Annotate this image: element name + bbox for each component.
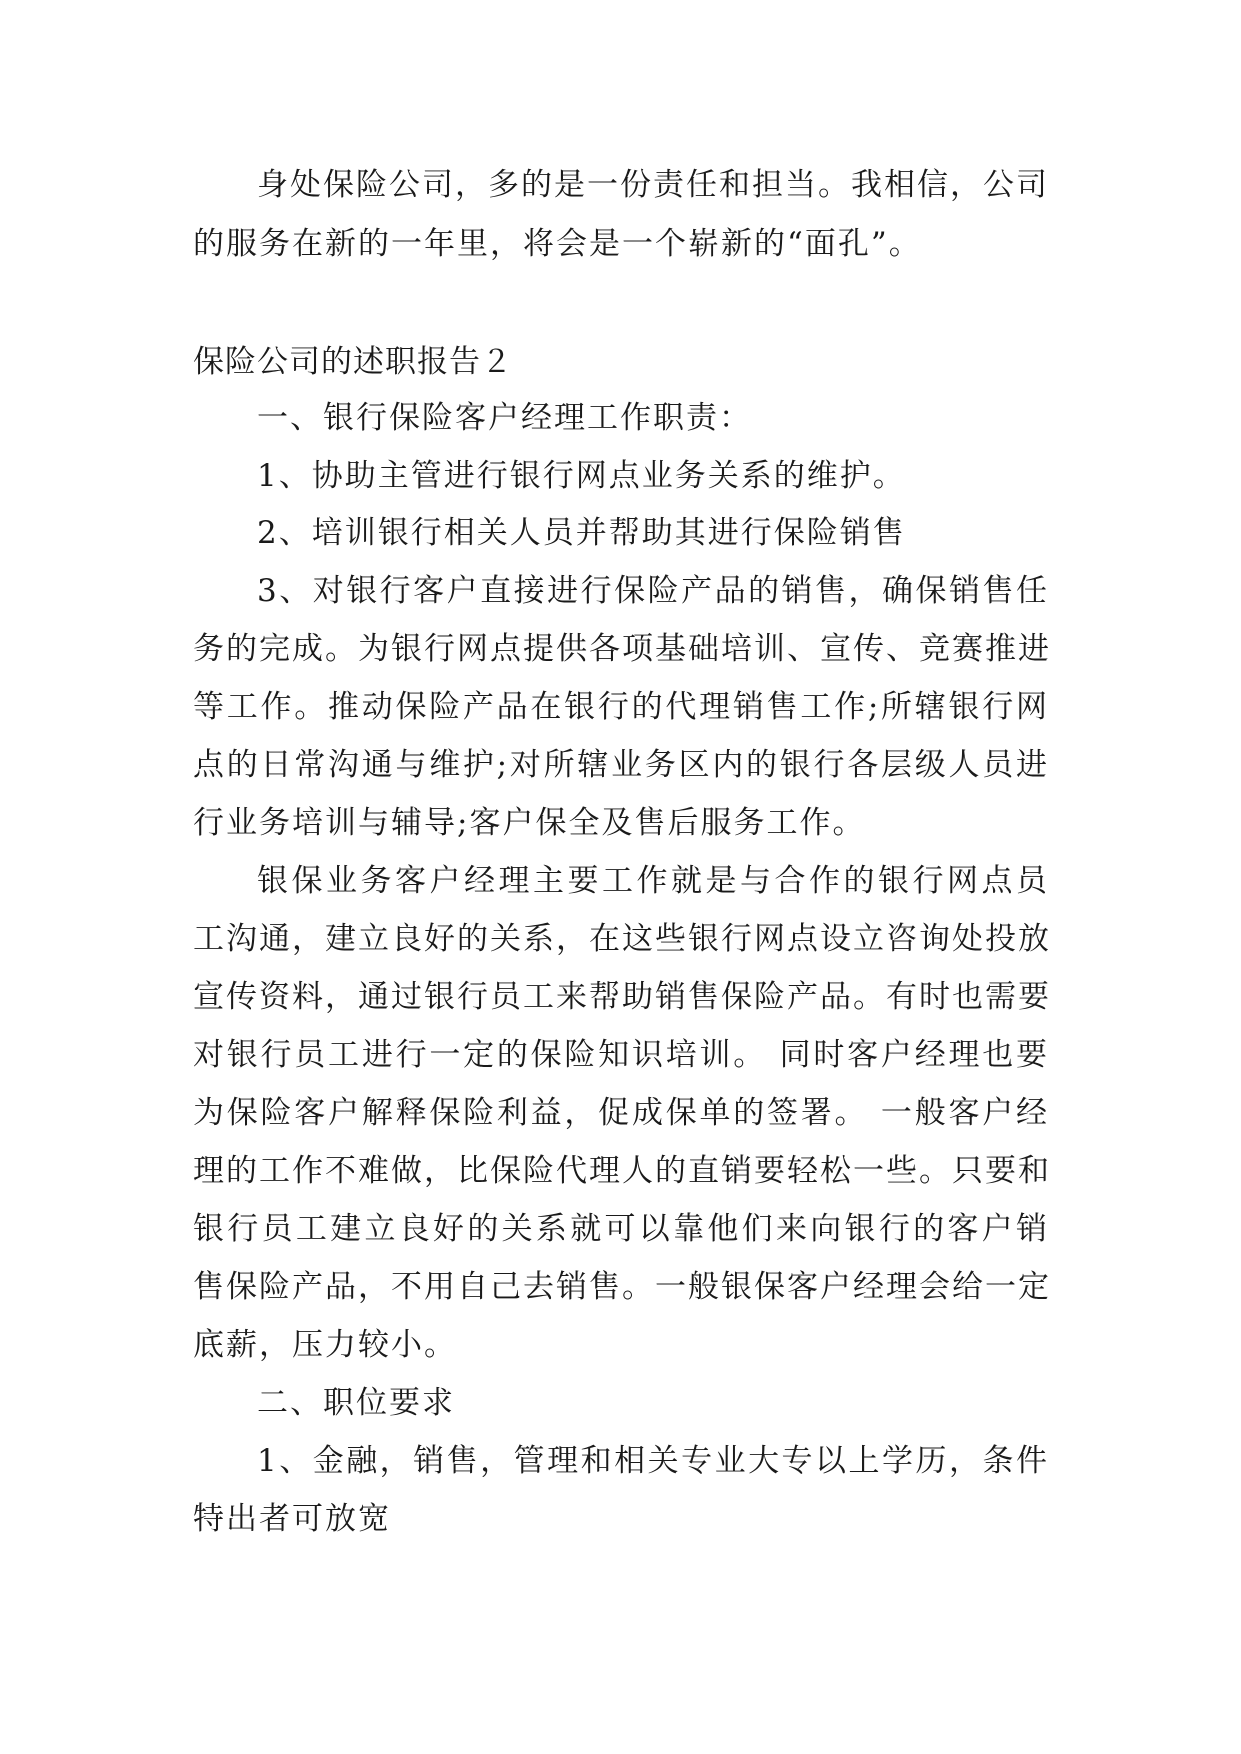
duty-item-3-line-1: 3、对银行客户直接进行保险产品的销售，确保销售任	[257, 573, 1049, 609]
part1-heading: 一、银行保险客户经理工作职责：	[257, 400, 752, 436]
paragraph-2-line-5: 为保险客户解释保险利益，促成保单的签署。 一般客户经	[193, 1095, 1049, 1131]
duty-item-3-line-5: 行业务培训与辅导;客户保全及售后服务工作。	[193, 805, 866, 841]
duty-item-3-line-3: 等工作。推动保险产品在银行的代理销售工作;所辖银行网	[193, 689, 1049, 725]
duty-item-3-line-4: 点的日常沟通与维护;对所辖业务区内的银行各层级人员进	[193, 747, 1049, 783]
part2-heading: 二、职位要求	[257, 1385, 455, 1421]
duty-item-2: 2、培训银行相关人员并帮助其进行保险销售	[257, 515, 906, 551]
requirement-1-line-2: 特出者可放宽	[193, 1501, 391, 1537]
paragraph-2-line-9: 底薪，压力较小。	[193, 1327, 457, 1363]
paragraph-1-line-1: 身处保险公司，多的是一份责任和担当。我相信，公司	[257, 167, 1049, 203]
requirement-1-line-1: 1、金融，销售，管理和相关专业大专以上学历，条件	[257, 1443, 1049, 1479]
duty-item-3-line-2: 务的完成。为银行网点提供各项基础培训、宣传、竞赛推进	[193, 631, 1051, 667]
paragraph-2-line-7: 银行员工建立良好的关系就可以靠他们来向银行的客户销	[193, 1211, 1049, 1247]
paragraph-2-line-6: 理的工作不难做，比保险代理人的直销要轻松一些。只要和	[193, 1153, 1051, 1189]
duty-item-1: 1、协助主管进行银行网点业务关系的维护。	[257, 458, 906, 494]
paragraph-2-line-3: 宣传资料，通过银行员工来帮助销售保险产品。有时也需要	[193, 979, 1051, 1015]
section-title: 保险公司的述职报告２	[193, 344, 513, 380]
paragraph-2-line-2: 工沟通，建立良好的关系，在这些银行网点设立咨询处投放	[193, 921, 1051, 957]
paragraph-1-line-2: 的服务在新的一年里，将会是一个崭新的“面孔”。	[193, 226, 922, 262]
paragraph-2-line-8: 售保险产品，不用自己去销售。一般银保客户经理会给一定	[193, 1269, 1051, 1305]
paragraph-2-line-1: 银保业务客户经理主要工作就是与合作的银行网点员	[257, 863, 1049, 899]
paragraph-2-line-4: 对银行员工进行一定的保险知识培训。 同时客户经理也要	[193, 1037, 1049, 1073]
